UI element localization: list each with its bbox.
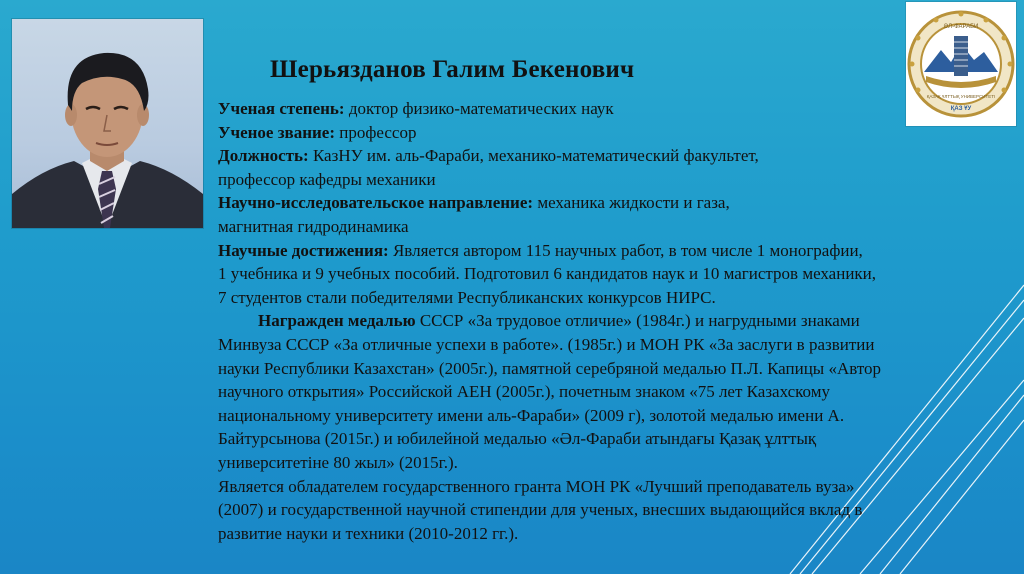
- awards-line-3: науки Республики Казахстан» (2005г.), памятной серебряной медалью П.Л. Капицы «Автор: [218, 358, 882, 378]
- biography: [218, 97, 1008, 545]
- title-line: [218, 121, 1008, 145]
- research-line: [218, 191, 1008, 215]
- awards-line: [218, 309, 1008, 333]
- svg-text:ҚАЗАҚ ҰЛТТЫҚ УНИВЕРСИТЕТІ: ҚАЗАҚ ҰЛТТЫҚ УНИВЕРСИТЕТІ: [926, 94, 996, 99]
- awards-label: Награжден медалью: [258, 311, 416, 331]
- achievements-line: [218, 239, 1008, 263]
- person-name: Шерьязданов Галим Бекенович: [270, 56, 635, 83]
- position-line: [218, 144, 1008, 168]
- awards-line-4: научного открытия» Российской АЕН (2005г.), почетным знаком «75 лет Казахскому: [218, 382, 830, 402]
- research-value-1: механика жидкости и газа,: [533, 193, 730, 213]
- research-label: Научно-исследовательское направление:: [218, 193, 534, 213]
- grant-line-3: развитие науки и техники (2010-2012 гг.).: [218, 523, 519, 543]
- position-value-1: КазНУ им. аль-Фараби, механико-математический факультет,: [308, 146, 759, 166]
- position-line-2: профессор кафедры механики: [218, 169, 436, 189]
- awards-line-6: Байтурсынова (2015г.) и юбилейной медалью «Әл-Фараби атындағы Қазақ ұлттық: [218, 429, 817, 449]
- achievements-line-2: 1 учебника и 9 учебных пособий. Подготовил 6 кандидатов наук и 10 магистров механики,: [218, 264, 877, 284]
- grant-line-1: Является обладателем государственного гранта МОН РК «Лучший преподаватель вуза»: [218, 476, 855, 496]
- portrait-photo: [12, 19, 203, 228]
- svg-text:ӘЛ-ФАРАБИ: ӘЛ-ФАРАБИ: [943, 24, 979, 30]
- achievements-label: Научные достижения:: [218, 240, 389, 260]
- degree-value: доктор физико-математических наук: [344, 99, 614, 118]
- svg-text:ҚАЗ ҰУ: ҚАЗ ҰУ: [950, 106, 972, 112]
- grant-line-2: (2007) и государственной научной стипендии для ученых, внесших выдающийся вклад в: [218, 500, 863, 520]
- research-line-2: магнитная гидродинамика: [218, 216, 409, 236]
- degree-line: [218, 97, 1008, 121]
- degree-label: Ученая степень:: [218, 99, 345, 118]
- awards-line-7: университетіне 80 жыл» (2015г.).: [218, 452, 458, 472]
- awards-line-1: СССР «За трудовое отличие» (1984г.) и нагрудными знаками: [415, 311, 860, 331]
- achievements-line-1: Является автором 115 научных работ, в том числе 1 монографии,: [388, 240, 863, 260]
- position-label: Должность:: [218, 146, 309, 166]
- awards-line-2: Минвуза СССР «За отличные успехи в работе». (1985г.) и МОН РК «За заслуги в развитии: [218, 334, 875, 354]
- achievements-line-3: 7 студентов стали победителями Республиканских конкурсов НИРС.: [218, 287, 716, 307]
- title-value: профессор: [335, 122, 417, 142]
- title-label: Ученое звание:: [218, 122, 336, 142]
- person-portrait-icon: [12, 19, 203, 228]
- awards-line-5: национальному университету имени аль-Фараби» (2009 г), золотой медалью имени А.: [218, 405, 845, 425]
